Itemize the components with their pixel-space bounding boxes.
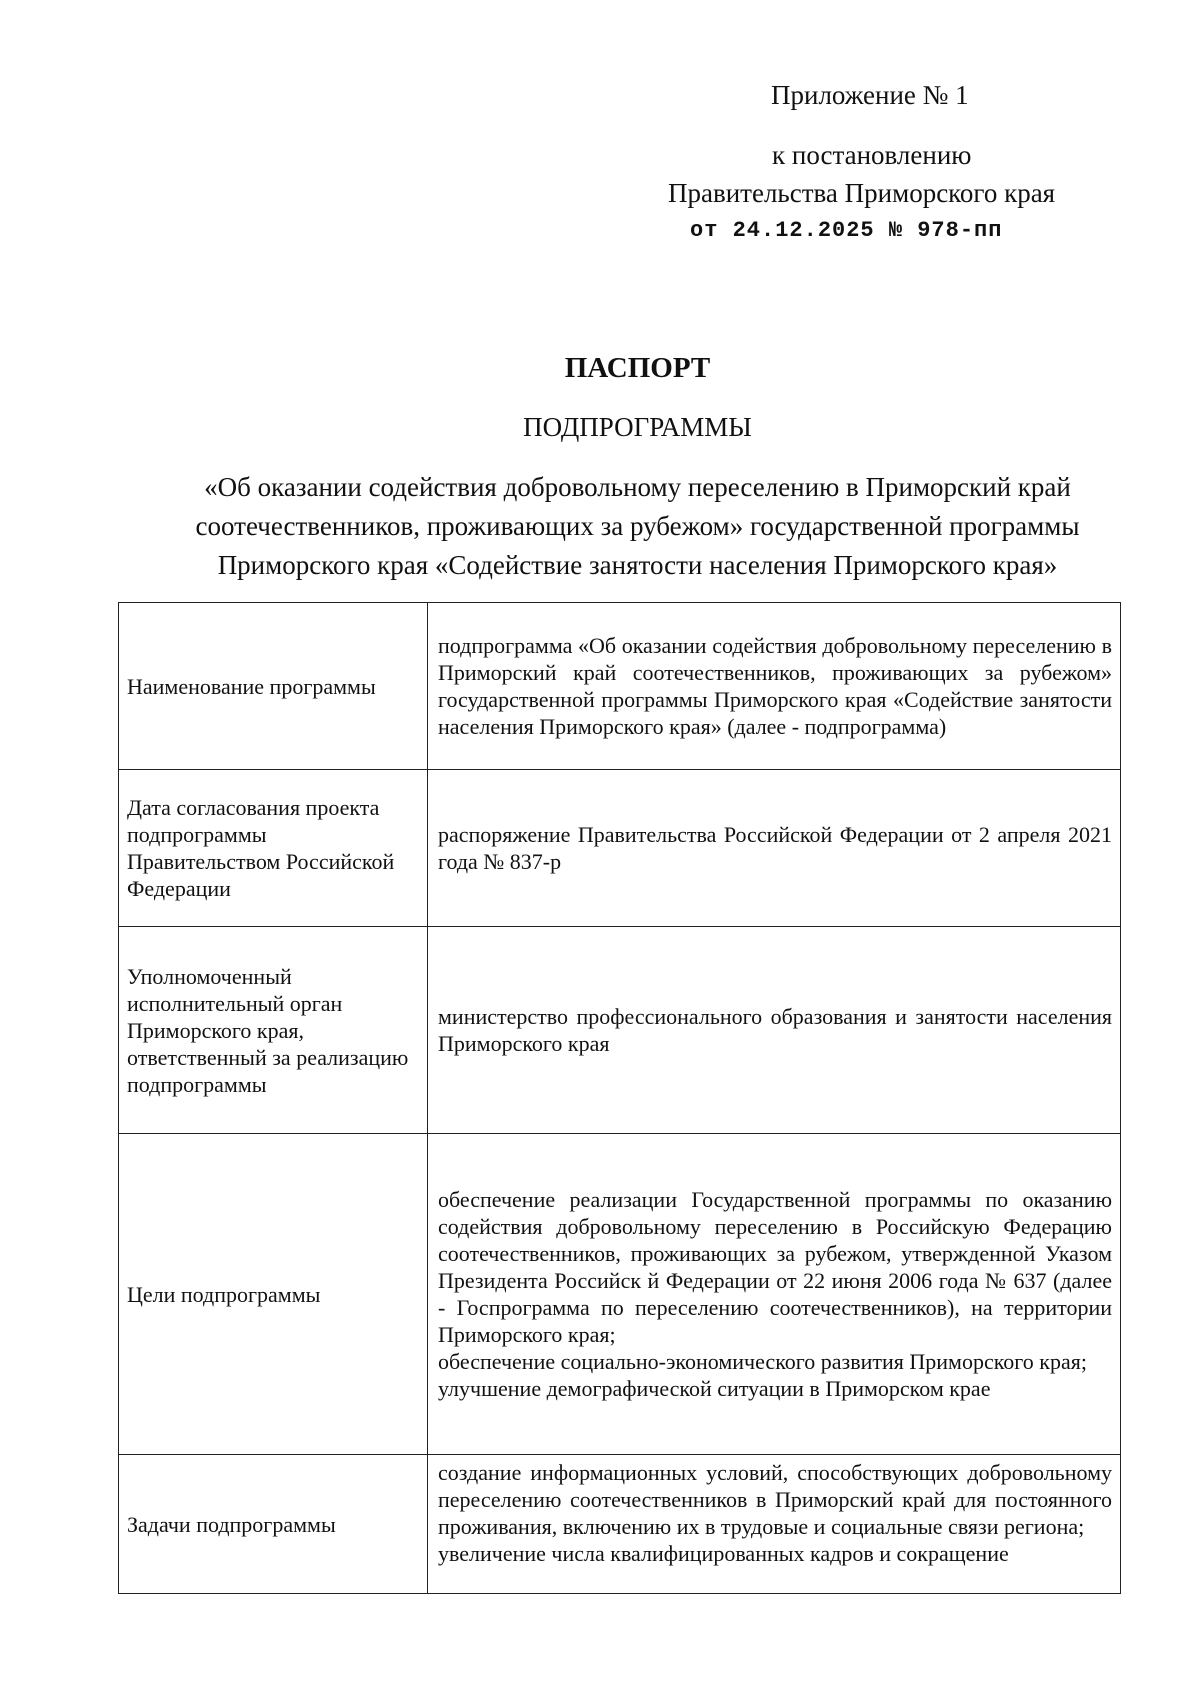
subprogram-title-line: соотечественников, проживающих за рубежом» государственной программы bbox=[195, 511, 1080, 541]
value-paragraph: министерство профессионального образования и занятости населения Приморского края bbox=[438, 1004, 1112, 1056]
value-paragraph: увеличение числа квалифицированных кадров и сокращение bbox=[438, 1541, 1009, 1566]
table-row bbox=[119, 1134, 1121, 1455]
resolution-date-stamp: от 24.12.2025 № 978-пп bbox=[690, 218, 1003, 243]
table-row bbox=[119, 927, 1121, 1134]
row-label: Цели подпрограммы bbox=[119, 1134, 428, 1455]
value-paragraph: обеспечение реализации Государственной программы по оказанию содействия добровольному переселению в Российскую Федерацию соотечественников, проживающих за рубежом, утвержденной Указом Президента Российск й Федерации от 22 июня 2006 года № 637 (далее - Госпрограмма по переселению соотечественников), на территории Приморского края; bbox=[438, 1187, 1112, 1347]
appendix-number: Приложение № 1 bbox=[771, 80, 969, 110]
row-label: Наименование программы bbox=[119, 603, 428, 770]
value-paragraph: обеспечение социально-экономического развития Приморского края; bbox=[438, 1349, 1087, 1374]
row-label: Дата согласования проекта подпрограммы Правительством Российской Федерации bbox=[119, 770, 428, 927]
row-value bbox=[428, 1455, 1121, 1594]
government-line: Правительства Приморского края bbox=[668, 178, 1056, 208]
to-resolution-line: к постановлению bbox=[772, 140, 972, 170]
row-value bbox=[428, 770, 1121, 927]
row-label: Задачи подпрограммы bbox=[119, 1455, 428, 1594]
table-row bbox=[119, 603, 1121, 770]
subprogram-title-line: «Об оказании содействия добровольному переселению в Приморский край bbox=[204, 472, 1071, 502]
subprogram-title-line: Приморского края «Содействие занятости населения Приморского края» bbox=[217, 550, 1058, 580]
value-paragraph: улучшение демографической ситуации в Приморском крае bbox=[438, 1376, 991, 1401]
value-paragraph: подпрограмма «Об оказании содействия добровольному переселению в Приморский край соотечественников, проживающих за рубежом» государственной программы Приморского края «Содействие занятости населения Приморского края» (далее - подпрограмма) bbox=[438, 633, 1112, 739]
table-row bbox=[119, 1455, 1121, 1594]
row-label: Уполномоченный исполнительный орган Приморского края, ответственный за реализацию подпрограммы bbox=[119, 927, 428, 1134]
row-value bbox=[428, 1134, 1121, 1455]
subprogram-heading: ПОДПРОГРАММЫ bbox=[523, 412, 752, 442]
row-value bbox=[428, 603, 1121, 770]
passport-table bbox=[118, 602, 1121, 1594]
value-paragraph: распоряжение Правительства Российской Федерации от 2 апреля 2021 года № 837-р bbox=[438, 822, 1112, 874]
value-paragraph: создание информационных условий, способствующих добровольному переселению соотечественников в Приморский край для постоянного проживания, включению их в трудовые и социальные связи региона; bbox=[438, 1460, 1112, 1539]
row-value bbox=[428, 927, 1121, 1134]
passport-heading: ПАСПОРТ bbox=[564, 352, 711, 384]
table-row bbox=[119, 770, 1121, 927]
